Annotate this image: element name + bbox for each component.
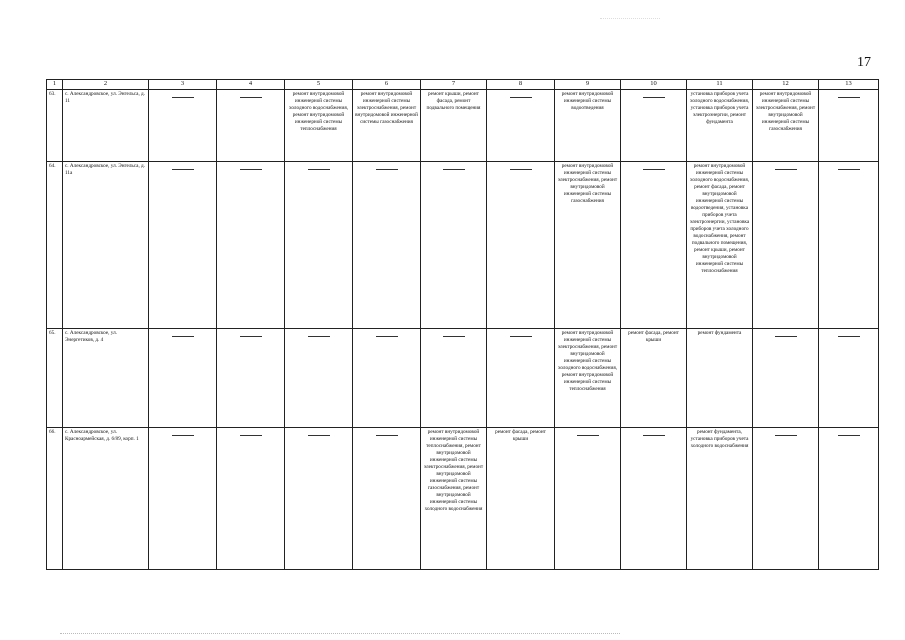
empty-cell — [421, 161, 487, 328]
column-header: 1 — [47, 80, 63, 90]
work-cell: ремонт внутридомовой инженерной системы электроснабжения, ремонт внутридомовой инженерной системы холодного водоснабжения, ремонт внутридомовой инженерной системы теплоснабжения — [555, 328, 621, 427]
column-header: 4 — [217, 80, 285, 90]
empty-cell — [819, 328, 879, 427]
column-header: 5 — [285, 80, 353, 90]
column-header: 7 — [421, 80, 487, 90]
dash-mark — [172, 169, 194, 170]
empty-cell — [353, 328, 421, 427]
empty-cell — [217, 161, 285, 328]
dash-mark — [838, 169, 860, 170]
empty-cell — [621, 89, 687, 161]
dash-mark — [838, 97, 860, 98]
scan-artifact — [600, 18, 660, 19]
work-cell: ремонт фундамента — [687, 328, 753, 427]
dash-mark — [308, 336, 330, 337]
empty-cell — [285, 161, 353, 328]
table-row — [47, 161, 879, 328]
column-header: 11 — [687, 80, 753, 90]
dash-mark — [775, 336, 797, 337]
dash-mark — [643, 97, 665, 98]
dash-mark — [838, 435, 860, 436]
dash-mark — [643, 435, 665, 436]
empty-cell — [217, 89, 285, 161]
dash-mark — [376, 169, 398, 170]
work-cell: ремонт внутридомовой инженерной системы электроснабжения, ремонт внутридомовой инженерной системы газоснабжения — [555, 161, 621, 328]
empty-cell — [621, 427, 687, 569]
address-cell: с. Александровское, ул. Энгельса, д. 11 — [63, 89, 149, 161]
dash-mark — [376, 336, 398, 337]
address-cell: с. Александровское, ул. Энгельса, д. 11а — [63, 161, 149, 328]
dash-mark — [643, 169, 665, 170]
empty-cell — [149, 328, 217, 427]
work-cell: ремонт фасада, ремонт крыши — [487, 427, 555, 569]
dash-mark — [577, 435, 599, 436]
empty-cell — [555, 427, 621, 569]
work-cell: ремонт внутридомовой инженерной системы электроснабжения, ремонт внутридомовой инженерной системы газоснабжения — [753, 89, 819, 161]
dash-mark — [240, 169, 262, 170]
empty-cell — [753, 328, 819, 427]
row-number: 66. — [47, 427, 63, 569]
dash-mark — [308, 435, 330, 436]
empty-cell — [621, 161, 687, 328]
dash-mark — [775, 435, 797, 436]
empty-cell — [487, 161, 555, 328]
table-row — [47, 328, 879, 427]
table-row — [47, 427, 879, 569]
empty-cell — [149, 161, 217, 328]
empty-cell — [819, 427, 879, 569]
empty-cell — [819, 89, 879, 161]
empty-cell — [353, 161, 421, 328]
work-cell: ремонт внутридомовой инженерной системы электроснабжения, ремонт внутридомовой инженерной системы газоснабжения — [353, 89, 421, 161]
dash-mark — [376, 435, 398, 436]
empty-cell — [217, 328, 285, 427]
empty-cell — [285, 427, 353, 569]
dash-mark — [510, 97, 532, 98]
empty-cell — [285, 328, 353, 427]
empty-cell — [487, 89, 555, 161]
scan-artifact — [60, 633, 620, 634]
dash-mark — [240, 97, 262, 98]
empty-cell — [353, 427, 421, 569]
row-number: 63. — [47, 89, 63, 161]
dash-mark — [510, 169, 532, 170]
dash-mark — [443, 169, 465, 170]
column-header: 13 — [819, 80, 879, 90]
column-header: 3 — [149, 80, 217, 90]
table-body — [47, 89, 879, 569]
work-cell: ремонт крыши, ремонт фасада, ремонт подвального помещения — [421, 89, 487, 161]
dash-mark — [775, 169, 797, 170]
column-header: 8 — [487, 80, 555, 90]
work-cell: ремонт внутридомовой инженерной системы теплоснабжения, ремонт внутридомовой инженерной системы электроснабжения, ремонт внутридомовой инженерной системы газоснабжения, ремонт внутридомовой инженерной системы холодного водоснабжения — [421, 427, 487, 569]
empty-cell — [149, 427, 217, 569]
empty-cell — [149, 89, 217, 161]
dash-mark — [172, 97, 194, 98]
empty-cell — [421, 328, 487, 427]
work-cell: ремонт фасада, ремонт крыши — [621, 328, 687, 427]
column-header: 6 — [353, 80, 421, 90]
empty-cell — [487, 328, 555, 427]
column-header: 9 — [555, 80, 621, 90]
column-header: 12 — [753, 80, 819, 90]
empty-cell — [753, 427, 819, 569]
dash-mark — [240, 336, 262, 337]
address-cell: с. Александровское, ул. Красноармейская, д. 6/89, корп. 1 — [63, 427, 149, 569]
row-number: 64. — [47, 161, 63, 328]
page-number: 17 — [857, 55, 871, 70]
table-row — [47, 89, 879, 161]
dash-mark — [510, 336, 532, 337]
dash-mark — [172, 336, 194, 337]
dash-mark — [240, 435, 262, 436]
empty-cell — [217, 427, 285, 569]
empty-cell — [753, 161, 819, 328]
row-number: 65. — [47, 328, 63, 427]
dash-mark — [838, 336, 860, 337]
column-header: 10 — [621, 80, 687, 90]
work-cell: установка приборов учета холодного водоснабжения, установка приборов учета электроэнергии, ремонт фундамента — [687, 89, 753, 161]
work-cell: ремонт фундамента, установка приборов учета холодного водоснабжения — [687, 427, 753, 569]
work-cell: ремонт внутридомовой инженерной системы холодного водоснабжения, ремонт внутридомовой инженерной системы теплоснабжения — [285, 89, 353, 161]
repair-schedule-table — [46, 79, 879, 570]
empty-cell — [819, 161, 879, 328]
dash-mark — [172, 435, 194, 436]
work-cell: ремонт внутридомовой инженерной системы холодного водоснабжения, ремонт фасада, ремонт внутридомовой инженерной системы водоотведения, установка приборов учета электроэнергии, установка приборов учета холодного водоснабжения, ремонт подвального помещения, ремонт крыши, ремонт внутридомовой инженерной системы теплоснабжения — [687, 161, 753, 328]
dash-mark — [443, 336, 465, 337]
work-cell: ремонт внутридомовой инженерной системы водоотведения — [555, 89, 621, 161]
column-number-header-row — [47, 80, 879, 90]
column-header: 2 — [63, 80, 149, 90]
address-cell: с. Александровское, ул. Энергетиков, д. 4 — [63, 328, 149, 427]
dash-mark — [308, 169, 330, 170]
